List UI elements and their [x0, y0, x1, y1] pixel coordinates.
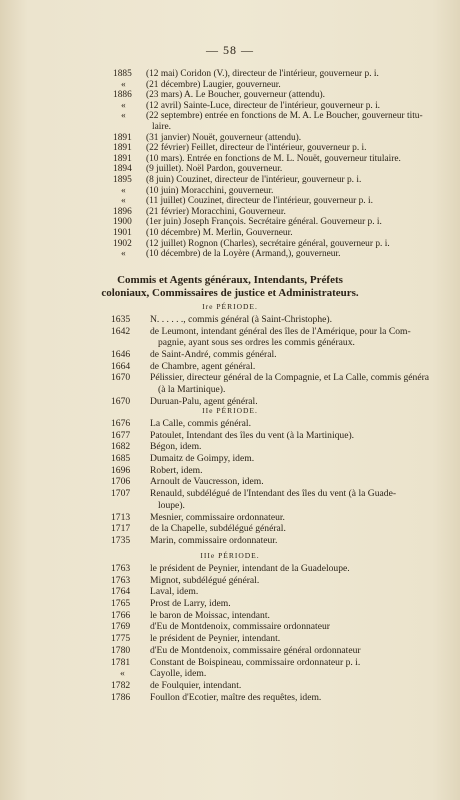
entry-text: Cayolle, idem. [150, 668, 207, 680]
entry-text: (8 juin) Couzinet, directeur de l'intérieur, gouverneur p. i. [146, 174, 362, 185]
entry-year: « [121, 196, 126, 207]
entry-text: (à la Martinique). [158, 384, 226, 396]
list-item [0, 441, 460, 453]
entry-year: 1664 [111, 360, 131, 372]
list-item [0, 453, 460, 465]
entry-text: le président de Peynier, intendant. [150, 633, 281, 645]
entry-year: 1769 [111, 621, 131, 633]
entry-text: Laval, idem. [150, 586, 199, 598]
list-item [0, 196, 460, 207]
entry-year: 1717 [111, 523, 131, 535]
list-item [0, 239, 460, 250]
entry-text: (10 juin) Moracchini, gouverneur. [146, 185, 274, 196]
entry-text: Duruan-Palu, agent général. [150, 395, 258, 407]
entry-text: Robert, idem. [150, 464, 203, 476]
section-title-line-1: Commis et Agents généraux, Intendants, Préfets [117, 274, 343, 286]
list-item [0, 69, 460, 80]
list-item [0, 101, 460, 112]
entry-text: loupe). [158, 499, 185, 511]
entry-year: 1735 [111, 534, 131, 546]
entry-year: 1765 [111, 598, 131, 610]
entry-year: 1895 [113, 174, 132, 185]
list-item [0, 326, 460, 338]
list-item [0, 249, 460, 260]
entry-year: « [121, 79, 126, 90]
entry-text: (9 juillet). Noël Pardon, gouverneur. [146, 164, 283, 175]
entry-year: 1775 [111, 633, 131, 645]
list-item [0, 164, 460, 175]
entry-text: laire. [152, 121, 171, 132]
entry-year: « [120, 668, 125, 680]
entry-year: 1766 [111, 609, 131, 621]
entry-text: Constant de Boispineau, commissaire ordonnateur p. i. [150, 656, 361, 668]
entry-year: 1896 [113, 206, 132, 217]
entry-text: Arnoult de Vaucresson, idem. [150, 476, 264, 488]
entry-year: 1886 [113, 90, 132, 101]
list-item [0, 361, 460, 373]
entry-year: 1682 [111, 441, 131, 453]
list-item [0, 122, 460, 133]
entry-text: Patoulet, Intendant des îles du vent (à la Martinique). [150, 429, 355, 441]
list-item [0, 476, 460, 488]
list-item [0, 645, 460, 657]
entry-text: de la Chapelle, subdélégué général. [150, 523, 286, 535]
list-item [0, 512, 460, 524]
list-item [0, 535, 460, 547]
entry-text: de Chambre, agent général. [150, 360, 256, 372]
entry-year: 1780 [111, 644, 131, 656]
entry-year: 1900 [113, 217, 132, 228]
entry-text: de Saint-André, commis général. [150, 349, 277, 361]
entry-text: (10 décembre) M. Merlin, Gouverneur. [146, 227, 293, 238]
entry-year: 1781 [111, 656, 131, 668]
entry-year: 1891 [113, 132, 132, 143]
entry-year: 1707 [111, 488, 131, 500]
list-item [0, 90, 460, 101]
list-item [0, 143, 460, 154]
list-item [0, 228, 460, 239]
list-item [0, 523, 460, 535]
entry-text: (21 décembre) Laugier, gouverneur. [146, 79, 281, 90]
list-item [0, 586, 460, 598]
list-item [0, 384, 460, 396]
list-item [0, 349, 460, 361]
entry-year: 1782 [111, 679, 131, 691]
entry-text: de Leumont, intendant général des îles de l'Amérique, pour la Com- [150, 325, 411, 337]
entry-year: 1885 [113, 69, 132, 79]
list-item [0, 186, 460, 197]
list-item [0, 154, 460, 165]
entry-year: 1676 [111, 418, 131, 429]
entry-year: 1635 [111, 314, 131, 325]
entry-year: 1706 [111, 476, 131, 488]
entry-text: Pélissier, directeur général de la Compagnie, et La Calle, commis généra [150, 372, 430, 384]
entry-text: Renauld, subdélégué de l'Intendant des îles du vent (à la Guade- [150, 488, 397, 500]
page-number: — 58 — [206, 43, 254, 57]
list-item [0, 314, 460, 326]
entry-year: 1646 [111, 349, 131, 361]
list-item [0, 668, 460, 680]
list-item [0, 500, 460, 512]
entry-year: 1642 [111, 325, 131, 337]
entry-text: de Foulquier, intendant. [150, 679, 242, 691]
entry-text: Bégon, idem. [150, 441, 202, 453]
list-item [0, 575, 460, 587]
entry-text: Dumaitz de Goimpy, idem. [150, 453, 255, 465]
list-item [0, 372, 460, 384]
entry-text: le président de Peynier, intendant de la Guadeloupe. [150, 563, 350, 574]
entry-text: le baron de Moissac, intendant. [150, 609, 270, 621]
entry-text: N. . . . . ., commis général (à Saint-Christophe). [150, 314, 332, 325]
list-item [0, 680, 460, 692]
entry-year: 1894 [113, 164, 132, 175]
governor-list [0, 69, 460, 260]
list-item [0, 217, 460, 228]
entry-year: « [121, 249, 126, 260]
entry-year: 1764 [111, 586, 131, 598]
entry-year: « [121, 100, 126, 111]
entry-year: 1901 [113, 227, 132, 238]
entry-year: 1763 [111, 574, 131, 586]
entry-year: 1685 [111, 453, 131, 465]
entry-year: 1696 [111, 464, 131, 476]
entry-text: (22 février) Feillet, directeur de l'intérieur, gouverneur p. i. [146, 143, 367, 154]
entry-text: pagnie, ayant sous ses ordres les commis généraux. [158, 337, 355, 349]
list-item [0, 465, 460, 477]
entry-year: 1670 [111, 372, 131, 384]
period-1-list [0, 314, 460, 408]
entry-text: d'Eu de Montdenoix, commissaire ordonnateur [150, 621, 330, 633]
entry-text: La Calle, commis général. [150, 418, 251, 429]
entry-text: (12 avril) Sainte-Luce, directeur de l'intérieur, gouverneur p. i. [146, 100, 381, 111]
entry-text: (12 juillet) Rognon (Charles), secrétaire général, gouverneur p. i. [146, 238, 390, 249]
list-item [0, 80, 460, 91]
list-item [0, 418, 460, 430]
entry-text: (23 mars) A. Le Boucher, gouverneur (attendu). [146, 90, 325, 101]
entry-text: Marin, commissaire ordonnateur. [150, 534, 278, 546]
entry-year: 1891 [113, 143, 132, 154]
entry-year: 1763 [111, 563, 131, 574]
entry-text: (11 juillet) Couzinet, directeur de l'intérieur, gouverneur p. i. [146, 196, 373, 207]
list-item [0, 111, 460, 122]
entry-text: (22 septembre) entrée en fonctions de M. A. Le Boucher, gouverneur titu- [146, 111, 423, 122]
entry-text: (21 février) Moracchini, Gouverneur. [146, 206, 286, 217]
entry-text: (10 décembre) de la Loyère (Armand,), gouverneur. [146, 249, 341, 260]
entry-text: (12 mai) Coridon (V.), directeur de l'intérieur, gouverneur p. i. [146, 69, 379, 79]
entry-text: Foullon d'Ecotier, maître des requêtes, idem. [150, 691, 322, 703]
list-item [0, 621, 460, 633]
entry-year: 1902 [113, 238, 132, 249]
period-3-list [0, 563, 460, 703]
period-heading-1: Ire PÉRIODE. [202, 302, 258, 311]
entry-year: 1713 [111, 511, 131, 523]
entry-text: (31 janvier) Nouët, gouverneur (attendu). [146, 132, 302, 143]
entry-text: Mesnier, commissaire ordonnateur. [150, 511, 285, 523]
period-2-list [0, 418, 460, 547]
list-item [0, 563, 460, 575]
entry-text: d'Eu de Montdenoix, commissaire général ordonnateur [150, 644, 361, 656]
period-heading-3: IIIe PÉRIODE. [200, 551, 260, 560]
entry-text: (1er juin) Joseph François. Secrétaire général. Gouverneur p. i. [146, 217, 382, 228]
entry-text: Prost de Larry, idem. [150, 598, 231, 610]
section-title-line-2: coloniaux, Commissaires de justice et Administrateurs. [101, 287, 359, 299]
list-item [0, 430, 460, 442]
list-item [0, 610, 460, 622]
list-item [0, 598, 460, 610]
list-item [0, 633, 460, 645]
list-item [0, 207, 460, 218]
entry-text: (10 mars). Entrée en fonctions de M. L. Nouët, gouverneur titulaire. [146, 153, 401, 164]
entry-year: 1786 [111, 691, 131, 703]
entry-text: Mignot, subdélégué général. [150, 574, 260, 586]
list-item [0, 133, 460, 144]
period-heading-2: IIe PÉRIODE. [202, 406, 258, 415]
list-item [0, 657, 460, 669]
entry-year: 1670 [111, 395, 131, 407]
entry-year: « [121, 185, 126, 196]
entry-year: « [121, 111, 126, 122]
list-item [0, 337, 460, 349]
list-item [0, 488, 460, 500]
list-item [0, 692, 460, 704]
entry-year: 1677 [111, 429, 131, 441]
entry-year: 1891 [113, 153, 132, 164]
list-item [0, 175, 460, 186]
